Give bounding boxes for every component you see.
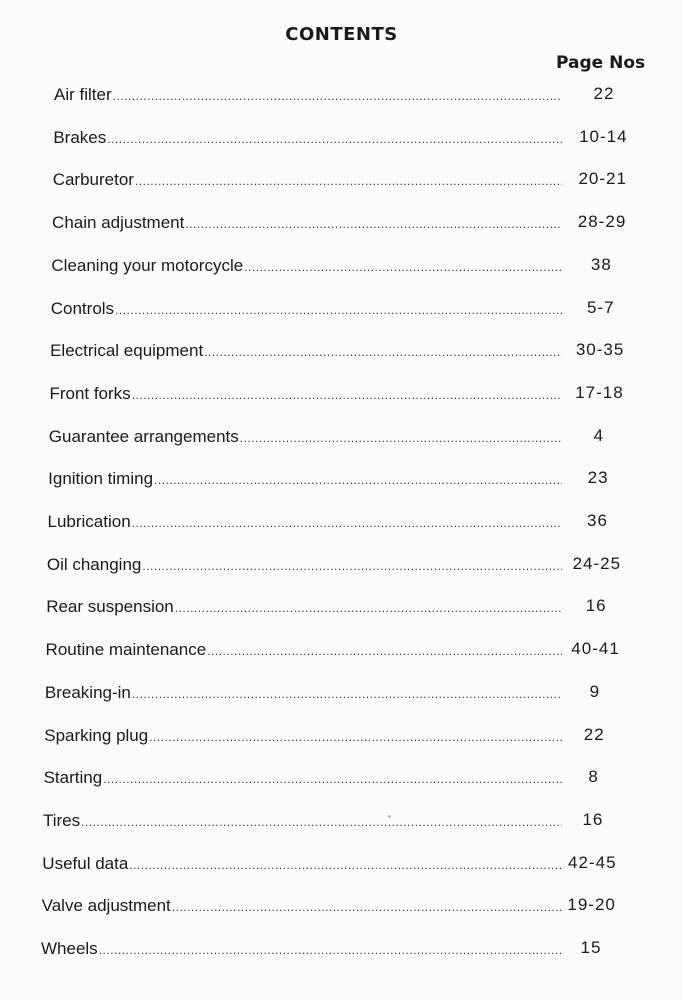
toc-entry-page: 36 xyxy=(587,511,608,530)
toc-entry xyxy=(48,512,563,542)
page-title: CONTENTS xyxy=(285,24,398,45)
dot-leader xyxy=(132,687,562,701)
toc-entry-page: 42-45 xyxy=(568,852,617,872)
toc-entry-label: Controls xyxy=(50,298,115,318)
toc-entry-label: Rear suspension xyxy=(46,597,174,617)
toc-entry xyxy=(42,896,562,926)
toc-entry-label: Sparking plug xyxy=(44,725,149,745)
dot-leader xyxy=(107,132,562,146)
toc-entry-page: 38 xyxy=(590,254,612,274)
toc-entry-label: Guarantee arrangements xyxy=(48,426,239,446)
dot-leader xyxy=(135,174,562,188)
page-numbers-header: Page Nos xyxy=(556,53,646,73)
toc-entry xyxy=(44,768,562,798)
toc-entry-page: 5-7 xyxy=(586,297,615,317)
toc-entry-page: 17-18 xyxy=(575,382,624,402)
toc-entry-label: Air filter xyxy=(54,85,112,104)
toc-entry xyxy=(44,726,562,756)
toc-entry-label: Valve adjustment xyxy=(41,896,171,916)
dot-leader xyxy=(115,303,562,317)
toc-entry xyxy=(51,299,562,329)
toc-entry-label: Useful data xyxy=(42,853,129,873)
toc-entry-page: 10-14 xyxy=(579,126,628,146)
toc-entry-label: Oil changing xyxy=(46,554,142,574)
toc-entry-label: Carburetor xyxy=(52,170,134,190)
toc-entry-label: Cleaning your motorcycle xyxy=(51,255,244,275)
toc-entry xyxy=(45,683,562,713)
dot-leader xyxy=(81,815,562,829)
toc-entry-label: Brakes xyxy=(53,127,107,147)
dot-leader xyxy=(129,858,562,872)
toc-entry xyxy=(48,469,562,499)
dot-leader xyxy=(244,260,562,274)
toc-entry-page: 16 xyxy=(582,809,604,829)
dot-leader xyxy=(207,644,562,658)
toc-entry xyxy=(43,811,562,841)
dot-leader xyxy=(132,388,562,402)
toc-entry xyxy=(53,170,562,200)
toc-entry-page: 40-41 xyxy=(571,639,620,659)
toc-entry xyxy=(50,341,562,371)
toc-entry-label: Electrical equipment xyxy=(50,341,204,361)
toc-entry xyxy=(46,597,562,627)
toc-entry-page: 8 xyxy=(588,767,599,787)
toc-entry-label: Starting xyxy=(43,768,103,788)
toc-entry-page: 28-29 xyxy=(577,212,627,232)
paper-speck xyxy=(388,815,391,818)
toc-entry-page: 23 xyxy=(587,468,609,488)
toc-entry-label: Breaking-in xyxy=(44,682,131,702)
toc-entry-label: Chain adjustment xyxy=(52,213,185,233)
dot-leader xyxy=(149,730,562,744)
toc-entry xyxy=(53,128,562,158)
toc-entry xyxy=(49,384,562,414)
dot-leader xyxy=(172,900,562,914)
toc-entry xyxy=(47,555,562,585)
toc-entry-page: 22 xyxy=(593,84,615,103)
dot-leader xyxy=(132,516,562,530)
toc-entry xyxy=(42,854,562,884)
toc-entry-page: 16 xyxy=(585,596,607,616)
dot-leader xyxy=(240,431,562,445)
toc-entry xyxy=(49,427,562,457)
dot-leader xyxy=(154,473,562,487)
dot-leader xyxy=(103,772,562,786)
toc-entry-page: 15 xyxy=(580,938,602,957)
dot-leader xyxy=(185,217,562,231)
dot-leader xyxy=(175,601,562,615)
toc-entry-label: Lubrication xyxy=(47,512,131,531)
toc-entry-page: 19-20 xyxy=(567,895,616,915)
toc-entry-label: Front forks xyxy=(49,383,131,403)
toc-entry-page: 30-35 xyxy=(575,340,625,360)
toc-entry-page: 4 xyxy=(593,425,605,445)
toc-entry-page: 24-25 xyxy=(572,553,622,573)
toc-entry-page: 9 xyxy=(589,681,601,701)
toc-entry xyxy=(51,256,562,286)
toc-entry-label: Routine maintenance xyxy=(45,640,207,660)
toc-entry-page: 20-21 xyxy=(578,169,627,189)
dot-leader xyxy=(113,89,562,103)
toc-entry xyxy=(54,85,562,115)
toc-entry xyxy=(52,213,562,243)
toc-entry-label: Wheels xyxy=(41,939,98,958)
toc-entry-page: 22 xyxy=(583,724,605,744)
dot-leader xyxy=(142,559,562,573)
dot-leader xyxy=(99,943,562,957)
toc-entry-label: Tires xyxy=(42,810,81,830)
toc-entry-label: Ignition timing xyxy=(48,469,154,489)
toc-entry xyxy=(41,939,562,969)
toc-entry xyxy=(46,640,562,670)
dot-leader xyxy=(204,345,562,359)
